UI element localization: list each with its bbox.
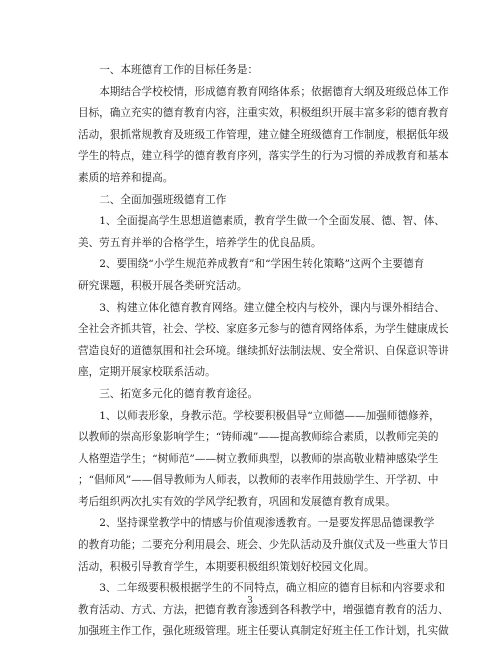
text-line: 考后组织两次扎实有效的学风学纪教育，巩固和发展德育教育成果。 (78, 495, 396, 508)
text-line: 本期结合学校校情，形成德育教育网络体系；依据德育大纲及班级总体工作 (99, 85, 449, 98)
text-line: ；“倡师风”——倡导教师为人师表，以教师的表率作用鼓励学生、开学初、中 (78, 474, 439, 487)
text-line: 目标，确立充实的德育教育内容，注重实效，积极组织开展丰富多彩的德育教育 (78, 107, 449, 120)
text-line: 三、拓宽多元化的德育教育途径。 (99, 387, 259, 400)
paragraph (78, 513, 449, 578)
text-line: 美、劳五育并举的合格学生，培养学生的优良品质。 (78, 236, 322, 249)
text-line: 研究课题，积极开展各类研究活动。 (78, 279, 248, 292)
paragraph (78, 406, 440, 514)
text-line: 2、坚持课堂教学中的情感与价值观渗透教育。一是要发挥思品德课教学 (99, 517, 435, 530)
text-line: 一、本班德育工作的目标任务是： (99, 64, 259, 76)
text-line: 2、要围绕“小学生规范养成教育”和“学困生转化策略”这两个主要德育 (99, 258, 425, 271)
text-line: 营造良好的道德氛围和社会环境。继续抓好法制法规、安全常识、自保意识等讲 (78, 344, 449, 357)
text-line: 3、构建立体化德育教育网络。建立健全校内与校外，课内与课外相结合、 (99, 301, 445, 314)
text-line: 二、全面加强班级德育工作 (99, 193, 227, 206)
paragraph (78, 298, 449, 384)
paragraph (78, 60, 423, 82)
paragraph (78, 578, 449, 643)
text-line: 座，定期开展家校联系活动。 (78, 366, 216, 379)
paragraph (78, 190, 423, 212)
text-line: 以教师的崇高形象影响学生；“铸师魂”——提高教师综合素质，以教师完美的 (78, 431, 439, 444)
document-body (78, 60, 449, 643)
text-line: 1、以师表形象，身教示范。学校要积极倡导“立师德——加强师德修养， (99, 409, 440, 422)
page-number: 3 (247, 596, 253, 606)
text-line: 加强班主作工作，强化班级管理。班主任要认真制定好班主任工作计划，扎实做 (78, 625, 449, 638)
text-line: 素质的培养和提高。 (78, 171, 174, 184)
text-line: 3、二年级要积极根据学生的不同特点，确立相应的德育目标和内容要求和 (99, 582, 445, 595)
text-line: 1、全面提高学生思想道德素质，教育学生做一个全面发展、德、智、体、 (99, 215, 445, 228)
paragraph (78, 211, 445, 254)
text-line: 活动，狠抓常规教育及班级工作管理，建立健全班级德育工作制度，根据低年级 (78, 128, 449, 141)
paragraph (78, 82, 449, 190)
text-line: 的教育功能；二要充分利用晨会、班会、少先队活动及升旗仪式及一些重大节日 (78, 539, 449, 552)
paragraph (78, 254, 423, 297)
text-line: 全社会齐抓共管，社会、学校、家庭多元参与的德育网络体系，为学生健康成长 (78, 323, 449, 336)
text-line: 学生的特点，建立科学的德育教育序列，落实学生的行为习惯的养成教育和基本 (78, 150, 449, 163)
text-line: 活动，积极引导教育学生，本期要积极组织策划好校园文化周。 (78, 560, 375, 573)
text-line: 教育活动、方式、方法，把德育教育渗透到各科教学中，增强德育教育的活力、 (78, 603, 449, 616)
text-line: 人格塑造学生；“树师范”——树立教师典型，以教师的崇高敬业精神感染学生 (78, 452, 439, 465)
paragraph (78, 384, 423, 406)
